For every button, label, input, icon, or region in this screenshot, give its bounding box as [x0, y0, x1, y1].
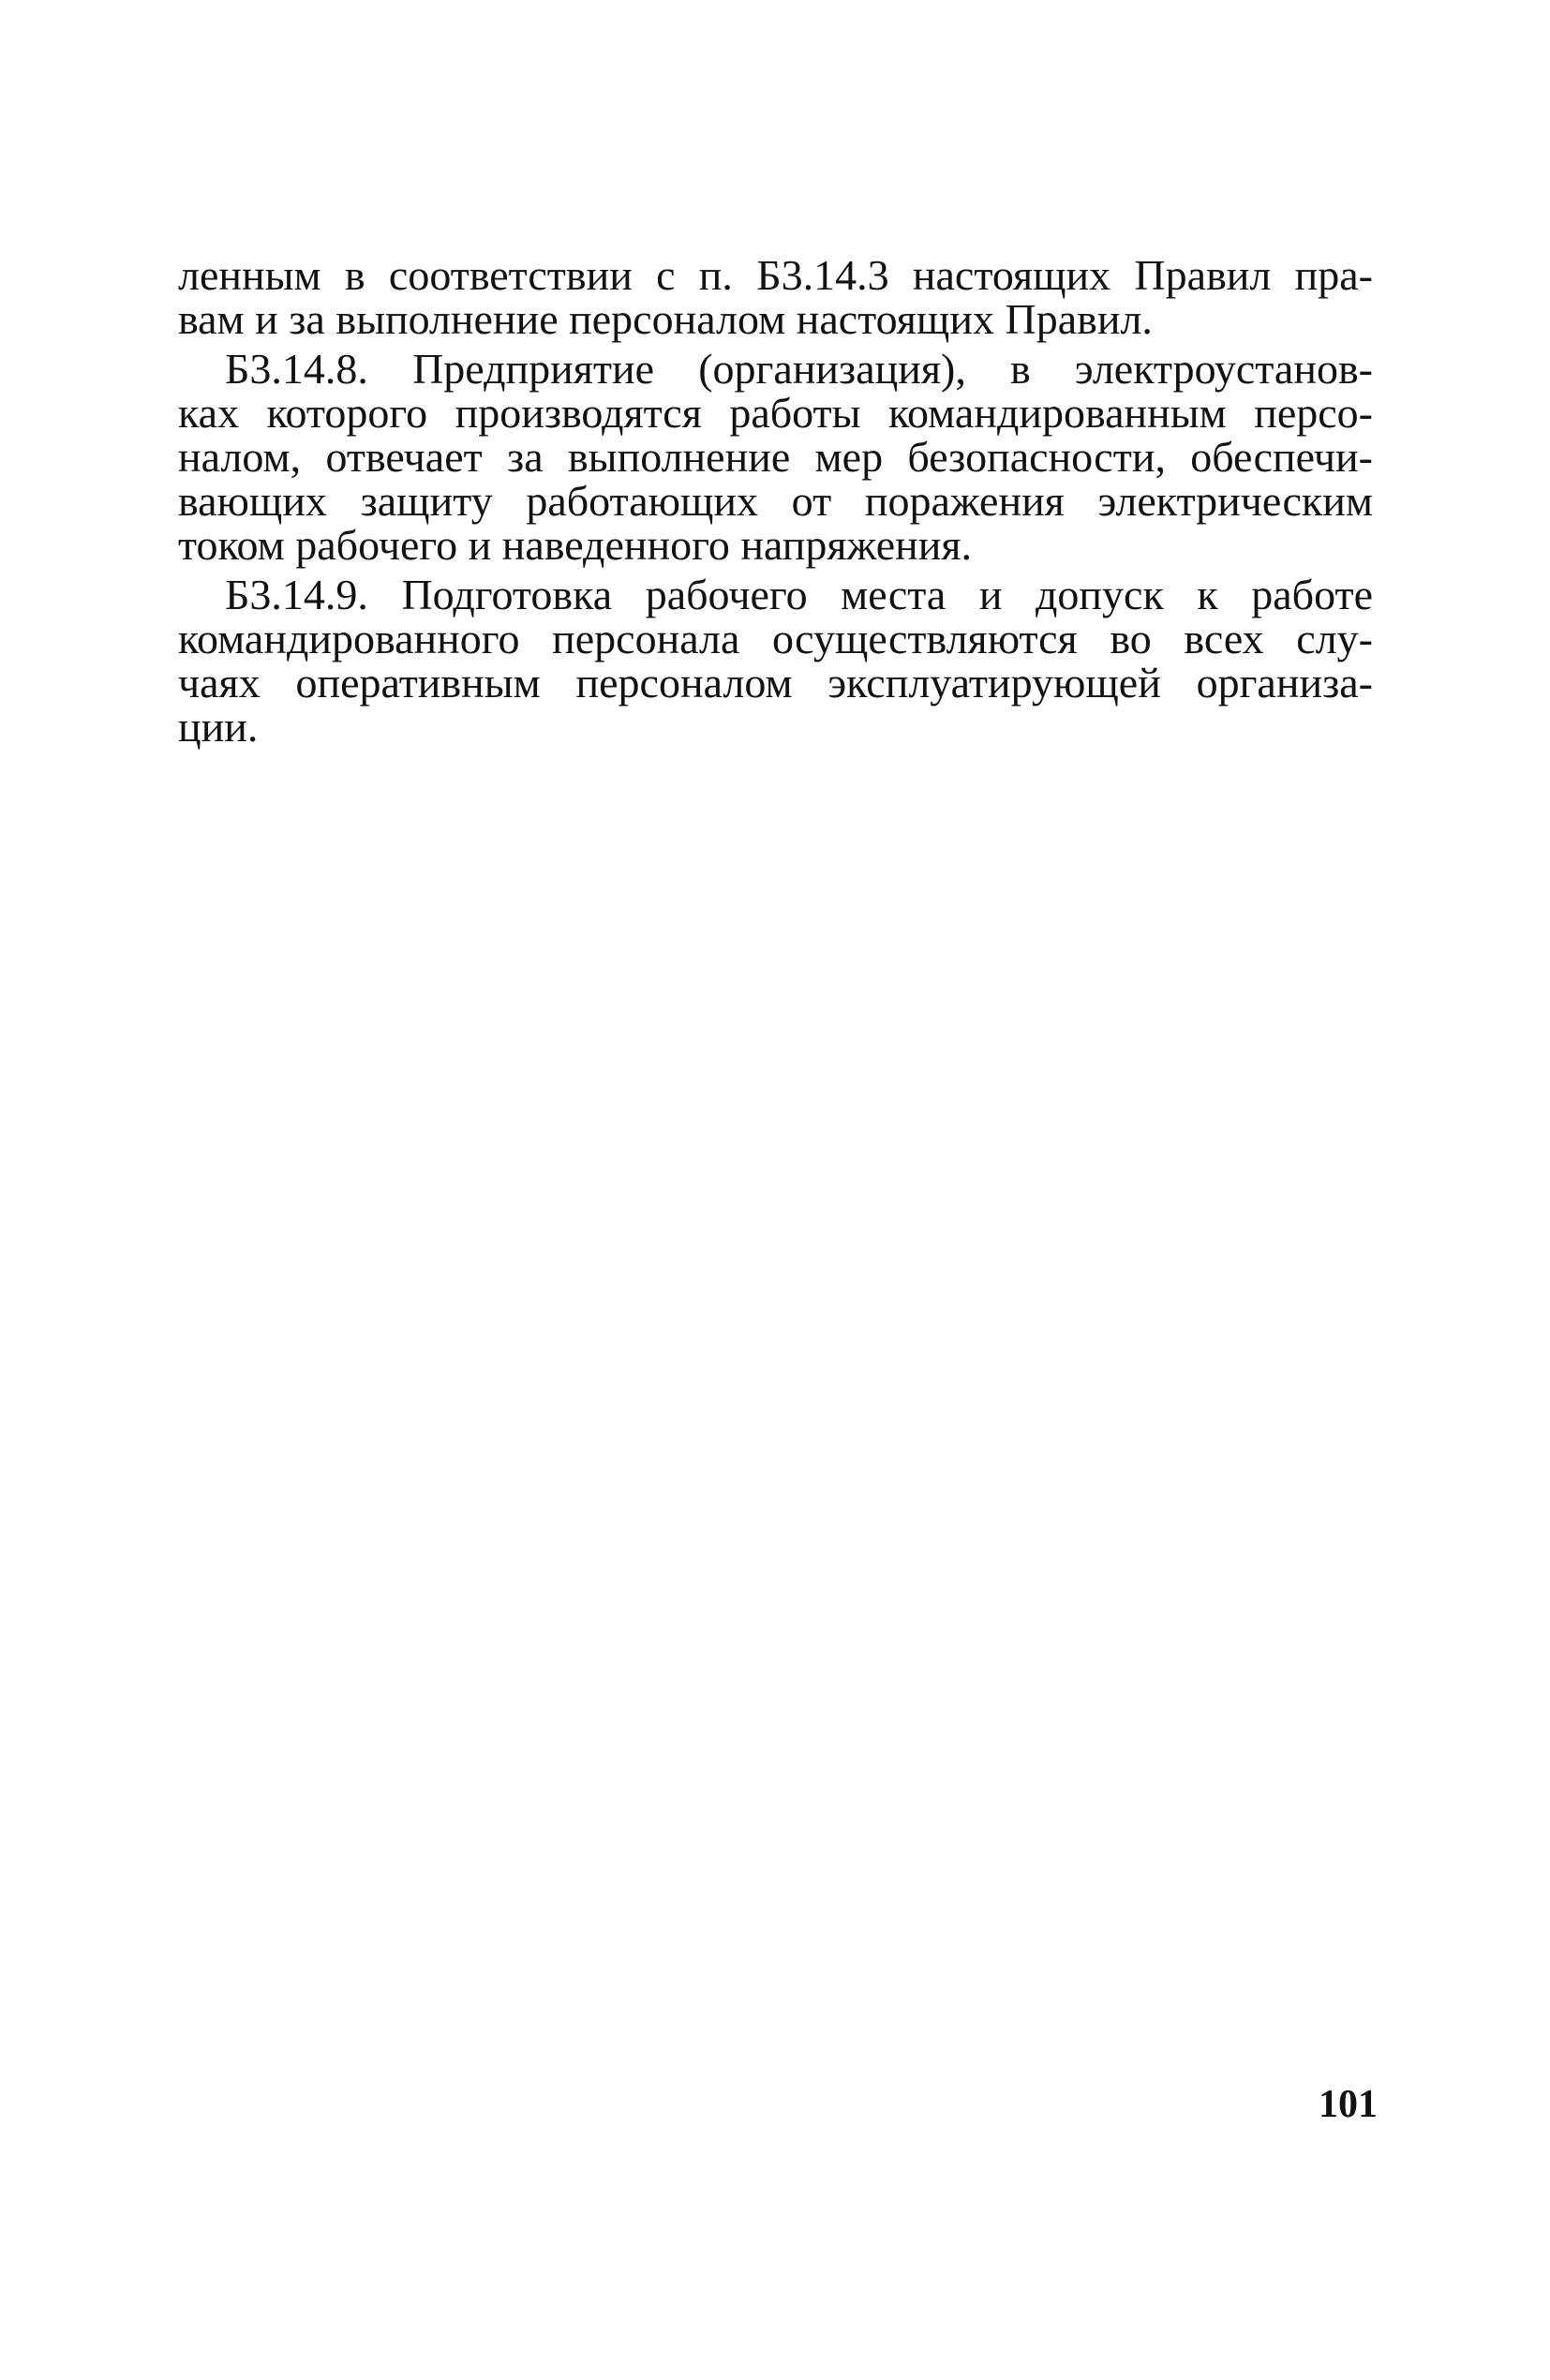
body-text	[178, 253, 1373, 749]
paragraph	[178, 573, 1373, 749]
paragraph	[178, 253, 1373, 341]
text-line: налом, отвечает за выполнение мер безопасности, обеспечи-	[178, 433, 1373, 481]
text-line: чаях оперативным персоналом эксплуатирующей организа-	[178, 659, 1373, 707]
text-line: ленным в соответствии с п. Б3.14.3 настоящих Правил пра-	[178, 251, 1373, 299]
text-line: ции.	[178, 703, 259, 751]
text-line: Б3.14.8. Предприятие (организация), в электроустанов-	[225, 345, 1373, 393]
text-line: ках которого производятся работы командированным персо-	[178, 389, 1373, 437]
text-line: током рабочего и наведенного напряжения.	[178, 521, 973, 569]
page-number: 101	[1319, 2083, 1378, 2126]
paragraph	[178, 347, 1373, 567]
text-line: вам и за выполнение персоналом настоящих Правил.	[178, 295, 1153, 343]
text-line: вающих защиту работающих от поражения электрическим	[178, 477, 1373, 525]
text-line: Б3.14.9. Подготовка рабочего места и допуск к работе	[225, 571, 1373, 618]
text-line: командированного персонала осуществляются во всех слу-	[178, 615, 1373, 662]
